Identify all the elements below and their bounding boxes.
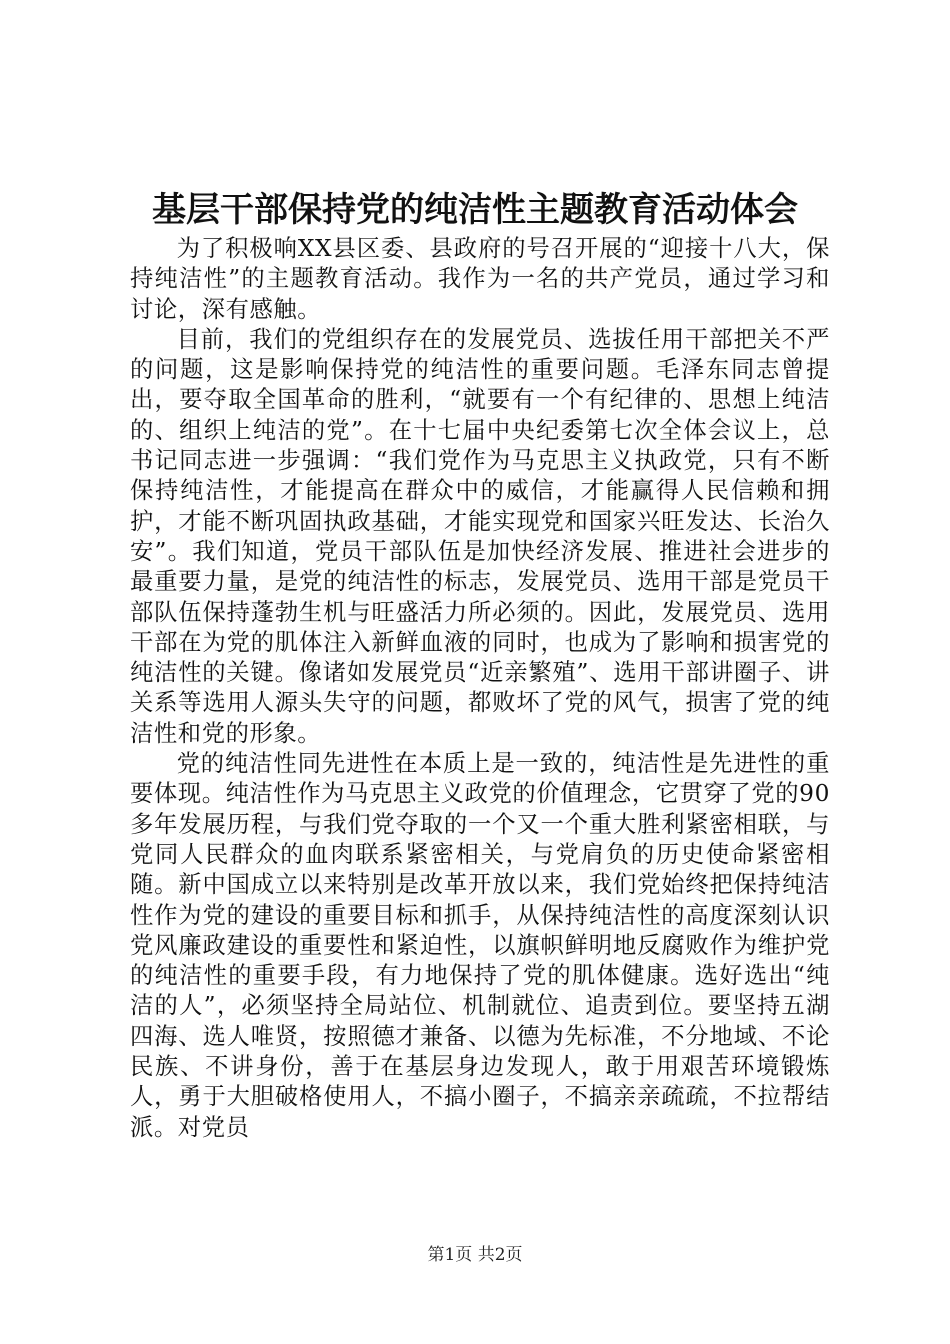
paragraph-current-problems: 目前，我们的党组织存在的发展党员、选拔任用干部把关不严的问题，这是影响保持党的纯洁性的重要问题。毛泽东同志曾提出，要夺取全国革命的胜利，“就要有一个有纪律的、思想上纯洁的、组织上纯洁的党”。在十七届中央纪委第七次全体会议上，总书记同志进一步强调：“我们党作为马克思主义执政党，只有不断保持纯洁性，才能提高在群众中的威信，才能赢得人民信赖和拥护，才能不断巩固执政基础，才能实现党和国家兴旺发达、长治久安”。我们知道，党员干部队伍是加快经济发展、推进社会进步的最重要力量，是党的纯洁性的标志，发展党员、选用干部是党员干部队伍保持蓬勃生机与旺盛活力所必须的。因此，发展党员、选用干部在为党的肌体注入新鲜血液的同时，也成为了影响和损害党的纯洁性的关键。像诸如发展党员“近亲繁殖”、选用干部讲圈子、讲关系等选用人源头失守的问题，都败坏了党的风气，损害了党的纯洁性和党的形象。	[130, 325, 830, 747]
page-number-footer: 第1页 共2页	[427, 1245, 523, 1265]
document-body	[130, 234, 830, 1143]
document-title: 基层干部保持党的纯洁性主题教育活动体会	[152, 190, 798, 230]
paragraph-intro: 为了积极响XX县区委、县政府的号召开展的“迎接十八大，保持纯洁性”的主题教育活动。我作为一名的共产党员，通过学习和讨论，深有感触。	[130, 235, 830, 323]
paragraph-purity-advancement: 党的纯洁性同先进性在本质上是一致的，纯洁性是先进性的重要体现。纯洁性作为马克思主义政党的价值理念，它贯穿了党的90多年发展历程，与我们党夺取的一个又一个重大胜利紧密相联，与党同人民群众的血肉联系紧密相关，与党肩负的历史使命紧密相随。新中国成立以来特别是改革开放以来，我们党始终把保持纯洁性作为党的建设的重要目标和抓手，从保持纯洁性的高度深刻认识党风廉政建设的重要性和紧迫性，以旗帜鲜明地反腐败作为维护党的纯洁性的重要手段，有力地保持了党的肌体健康。选好选出“纯洁的人”，必须坚持全局站位、机制就位、追责到位。要坚持五湖四海、选人唯贤，按照德才兼备、以德为先标准，不分地域、不论民族、不讲身份，善于在基层身边发现人，敢于用艰苦环境锻炼人，勇于大胆破格使用人，不搞小圈子，不搞亲亲疏疏，不拉帮结派。对党员	[130, 750, 830, 1141]
